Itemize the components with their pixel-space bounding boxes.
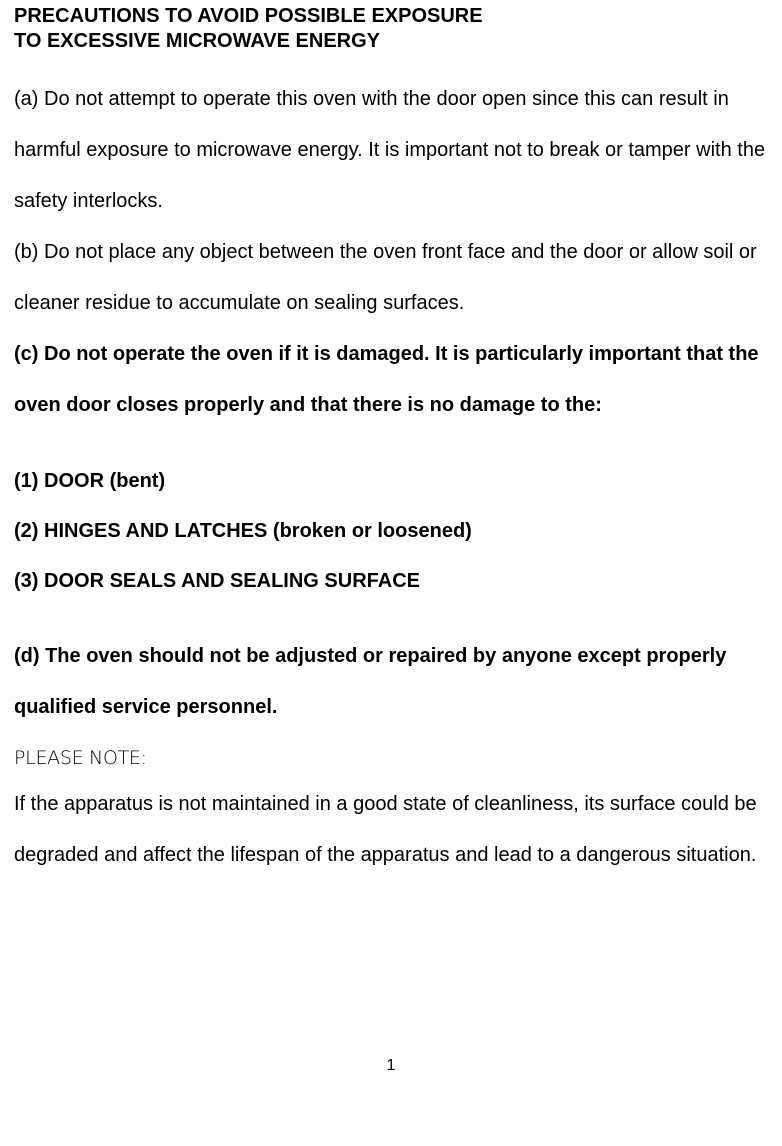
damage-list-item [14,556,774,606]
list-item-label: DOOR [44,470,105,492]
title-line-2: TO EXCESSIVE MICROWAVE ENERGY [14,30,380,52]
spacer [14,431,774,456]
damage-list-item [14,506,774,556]
title-line-1: PRECAUTIONS TO AVOID POSSIBLE EXPOSURE [14,5,483,27]
document-body [14,74,774,881]
paragraph-a: (a) Do not attempt to operate this oven with the door open since this can result in harmful exposure to microwave energy. It is important not to break or tamper with the safety interlocks. [14,88,766,212]
list-item-label: DOOR SEALS AND SEALING SURFACE [44,570,420,592]
paragraph-b: (b) Do not place any object between the oven front face and the door or allow soil or cleaner residue to accumulate on sealing surfaces. [14,241,757,314]
damage-list-item [14,456,774,506]
page-number: 1 [386,1057,396,1074]
list-item-number: (2) [14,520,39,542]
spacer [14,606,774,631]
list-item-detail: (broken or loosened) [272,520,472,542]
damage-list [14,456,774,606]
list-item-detail: (bent) [109,470,166,492]
note-text: If the apparatus is not maintained in a good state of cleanliness, its surface could be degraded and affect the lifespan of the apparatus and lead to a dangerous situation. [14,793,757,866]
note-heading: PLEASE NOTE: [14,747,147,769]
paragraph-d: (d) The oven should not be adjusted or repaired by anyone except properly qualified service personnel. [14,645,727,718]
list-item-number: (3) [14,570,39,592]
list-item-number: (1) [14,470,39,492]
list-item-label: HINGES AND LATCHES [44,520,268,542]
paragraph-c: (c) Do not operate the oven if it is damaged. It is particularly important that the oven door closes properly and that there is no damage to the: [14,343,759,416]
document-title [14,4,734,54]
